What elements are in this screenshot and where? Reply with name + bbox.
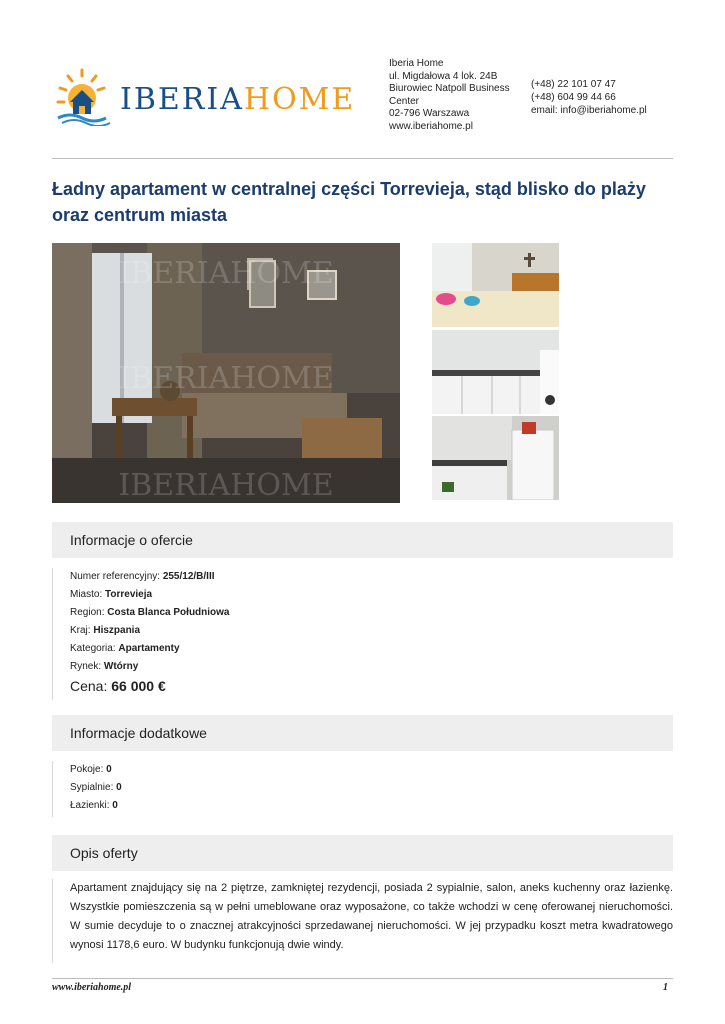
header-divider bbox=[52, 158, 673, 159]
address-line: Iberia Home bbox=[389, 58, 444, 69]
sun-house-icon bbox=[52, 64, 122, 126]
watermark-text: IBERIAHOME bbox=[118, 256, 334, 291]
category: Kategoria: Apartamenty bbox=[70, 643, 180, 654]
main-photo-living-room[interactable] bbox=[52, 243, 400, 503]
page-number: 1 bbox=[663, 982, 668, 993]
phone-number[interactable]: (+48) 22 101 07 47 bbox=[531, 79, 616, 90]
bedrooms: Sypialnie: 0 bbox=[70, 782, 122, 793]
thumbnail-kitchen[interactable] bbox=[432, 330, 559, 414]
city: Miasto: Torrevieja bbox=[70, 589, 153, 600]
reference-number: Numer referencyjny: 255/12/B/III bbox=[70, 571, 215, 582]
thumbnail-bedroom[interactable] bbox=[432, 243, 559, 327]
offer-info-heading: Informacje o ofercie bbox=[52, 522, 673, 558]
email-link[interactable]: email: info@iberiahome.pl bbox=[531, 105, 647, 116]
company-address bbox=[389, 58, 529, 134]
address-line: Biurowiec Natpoll Business Center bbox=[389, 83, 510, 107]
market: Rynek: Wtórny bbox=[70, 661, 139, 672]
price: Cena: 66 000 € bbox=[70, 678, 166, 694]
listing-title: Ładny apartament w centralnej części Torrevieja, stąd blisko do plaży oraz centrum miasta bbox=[52, 179, 646, 225]
website-link[interactable]: www.iberiahome.pl bbox=[389, 120, 473, 132]
extra-info-body bbox=[52, 761, 673, 817]
svg-text:IBERIAHOME: IBERIAHOME bbox=[118, 468, 334, 503]
company-contact bbox=[531, 78, 647, 117]
description-text: Apartament znajdujący się na 2 piętrze, zamkniętej rezydencji, posiada 2 sypialnie, salon, aneks kuchenny oraz łazienkę. Wszystkie pomieszczenia są w pełni umeblowane oraz wyposażone, co także wchodzi w cenę oferowanej nieruchomości. W sumie decyduje to o znacznej atrakcyjności sprzedawanej nieruchomości. W jej przypadku koszt metra kwadratowego wynosi 1178,6 euro. W budynku funkcjonują dwie windy. bbox=[70, 882, 673, 951]
extra-info-heading: Informacje dodatkowe bbox=[52, 715, 673, 751]
offer-info-body bbox=[52, 568, 673, 700]
description-body bbox=[52, 879, 673, 963]
thumbnail-kitchen-fridge[interactable] bbox=[432, 416, 559, 500]
footer-divider bbox=[52, 978, 673, 979]
rooms: Pokoje: 0 bbox=[70, 764, 112, 775]
footer-website-link[interactable]: www.iberiahome.pl bbox=[52, 982, 132, 993]
logo-wordmark: IBERIAHOME bbox=[120, 82, 356, 117]
region: Region: Costa Blanca Południowa bbox=[70, 607, 230, 618]
description-heading: Opis oferty bbox=[52, 835, 673, 871]
address-line: ul. Migdałowa 4 lok. 24B bbox=[389, 70, 498, 82]
address-line: 02-796 Warszawa bbox=[389, 108, 470, 120]
bathrooms: Łazienki: 0 bbox=[70, 800, 118, 811]
svg-text:IBERIAHOME: IBERIAHOME bbox=[118, 361, 334, 396]
country: Kraj: Hiszpania bbox=[70, 625, 141, 636]
phone-number[interactable]: (+48) 604 99 44 66 bbox=[531, 92, 616, 103]
